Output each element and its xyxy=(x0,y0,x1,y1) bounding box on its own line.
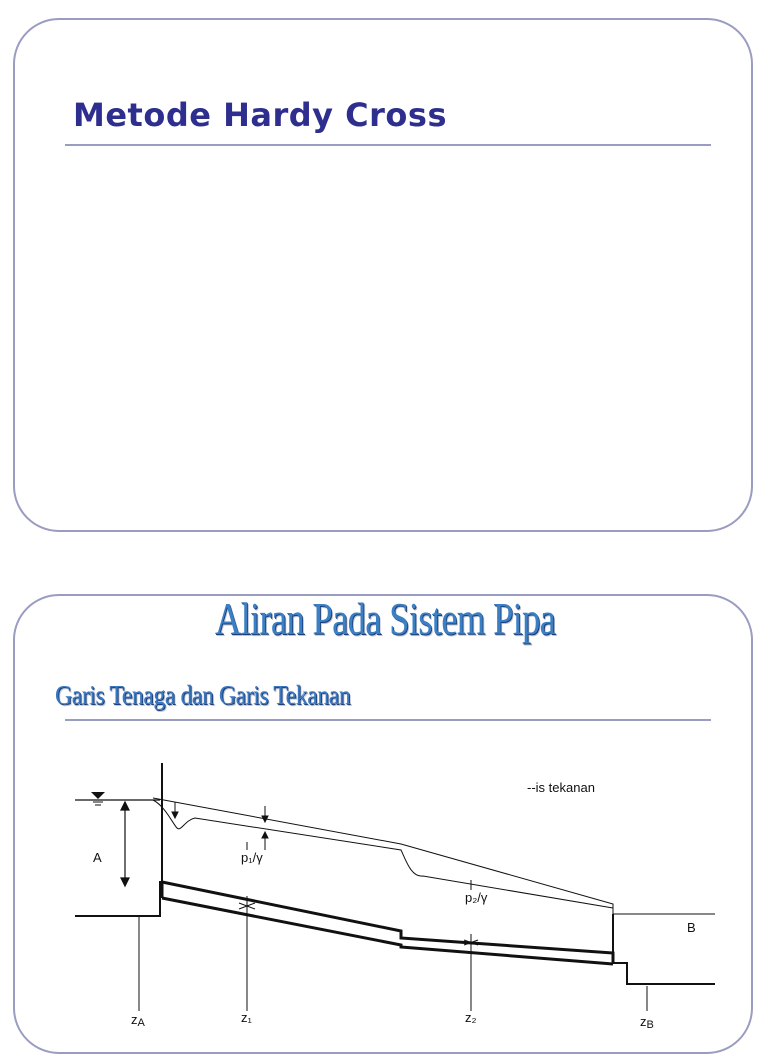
pipe-outline xyxy=(162,882,613,964)
slide-2-title: Aliran Pada Sistem Pipa xyxy=(214,593,556,644)
reservoir-b-outline xyxy=(613,914,715,984)
label-za: zA xyxy=(131,1012,145,1029)
water-level-marker-icon xyxy=(91,792,105,799)
label-z1: z₁ xyxy=(241,1010,252,1025)
label-p1: p₁/γ xyxy=(241,850,263,865)
pipe-system-diagram xyxy=(55,746,745,1046)
subtitle-underline xyxy=(65,719,711,721)
head-arrow-a xyxy=(121,802,129,886)
slide-2-subtitle: Garis Tenaga dan Garis Tekanan xyxy=(55,680,351,710)
head-loss-arrow xyxy=(172,802,268,850)
pressure-line-label: --is tekanan xyxy=(527,780,595,795)
label-z2: z₂ xyxy=(465,1010,477,1025)
label-zb: zB xyxy=(640,1014,654,1031)
slide-1-title: Metode Hardy Cross xyxy=(73,96,447,134)
label-a: A xyxy=(93,850,102,865)
label-p2: p₂/γ xyxy=(465,890,488,905)
slide-2 xyxy=(13,594,753,1054)
label-b: B xyxy=(687,920,696,935)
slide-1 xyxy=(13,18,753,532)
reservoir-a-outline xyxy=(75,763,162,916)
title-underline xyxy=(65,144,711,146)
hydraulic-grade-line xyxy=(153,800,613,908)
